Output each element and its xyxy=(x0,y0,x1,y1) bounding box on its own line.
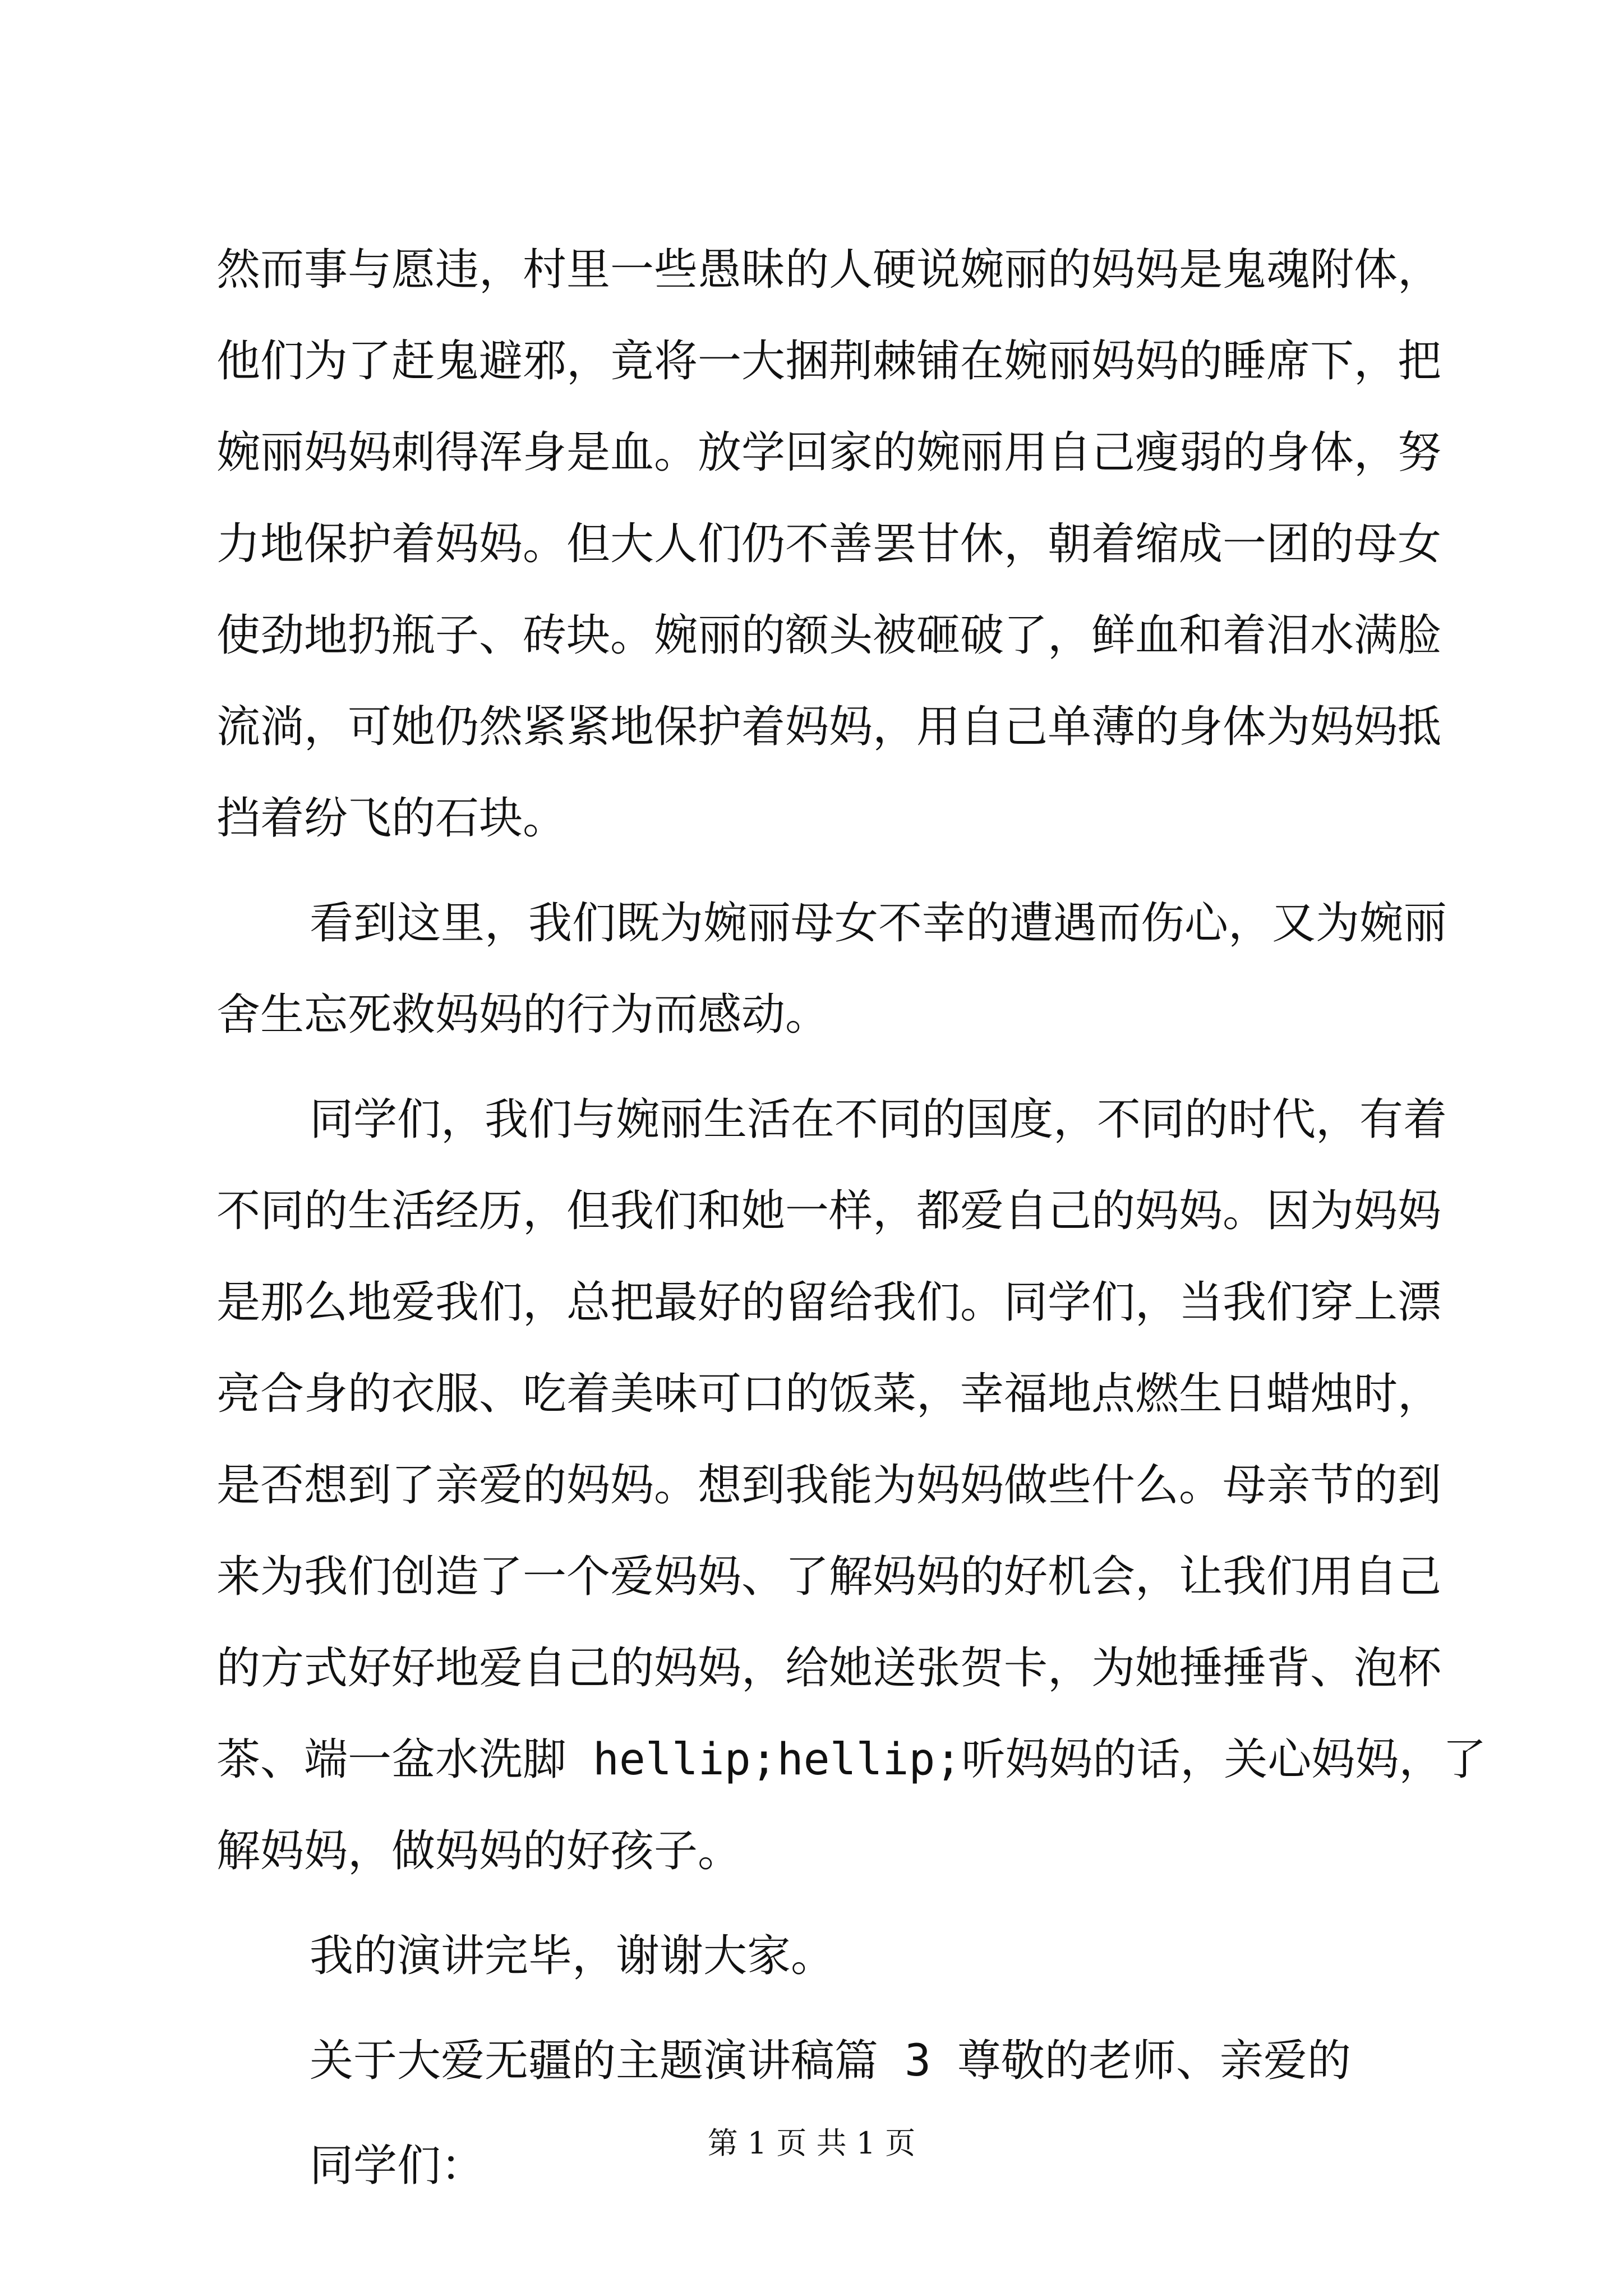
text-line: 是否想到了亲爱的妈妈。想到我能为妈妈做些什么。母亲节的到 xyxy=(216,1460,1442,1511)
text-line: 是那么地爱我们，总把最好的留给我们。同学们，当我们穿上漂 xyxy=(216,1277,1442,1328)
text-line: 然而事与愿违，村里一些愚昧的人硬说婉丽的妈妈是鬼魂附体， xyxy=(216,245,1442,295)
text-line: 婉丽妈妈刺得浑身是血。放学回家的婉丽用自己瘦弱的身体，努 xyxy=(216,427,1442,478)
text-line: 我的演讲完毕，谢谢大家。 xyxy=(310,1931,835,1981)
text-line: 的方式好好地爱自己的妈妈，给她送张贺卡，为她捶捶背、泡杯 xyxy=(216,1643,1442,1694)
text-line: 来为我们创造了一个爱妈妈、了解妈妈的好机会，让我们用自己 xyxy=(216,1552,1442,1602)
text-line: 流淌，可她仍然紧紧地保护着妈妈，用自己单薄的身体为妈妈抵 xyxy=(216,702,1442,752)
text-line: 他们为了赶鬼避邪，竟将一大捆荆棘铺在婉丽妈妈的睡席下，把 xyxy=(216,336,1442,386)
page-footer: 第 1 页 共 1 页 xyxy=(707,2125,916,2161)
text-line: 同学们，我们与婉丽生活在不同的国度，不同的时代，有着 xyxy=(310,1094,1447,1145)
text-line: 舍生忘死救妈妈的行为而感动。 xyxy=(216,990,829,1040)
text-line: 力地保护着妈妈。但大人们仍不善罢甘休，朝着缩成一团的母女 xyxy=(216,519,1442,569)
text-line: 同学们： xyxy=(310,2141,485,2191)
text-line: 使劲地扔瓶子、砖块。婉丽的额头被砸破了，鲜血和着泪水满脸 xyxy=(216,610,1442,661)
text-line: 亮合身的衣服、吃着美味可口的饭菜，幸福地点燃生日蜡烛时， xyxy=(216,1369,1442,1419)
text-line: 不同的生活经历，但我们和她一样，都爱自己的妈妈。因为妈妈 xyxy=(216,1186,1442,1236)
text-line: 关于大爱无疆的主题演讲稿篇 3 尊敬的老师、亲爱的 xyxy=(310,2036,1351,2086)
text-line: 看到这里，我们既为婉丽母女不幸的遭遇而伤心，又为婉丽 xyxy=(310,898,1447,949)
document-body xyxy=(216,224,1487,2212)
text-line: 茶、端一盆水洗脚 hellip;hellip;听妈妈的话，关心妈妈，了 xyxy=(216,1734,1487,1785)
text-line: 解妈妈，做妈妈的好孩子。 xyxy=(216,1826,742,1876)
text-line: 挡着纷飞的石块。 xyxy=(216,793,567,844)
